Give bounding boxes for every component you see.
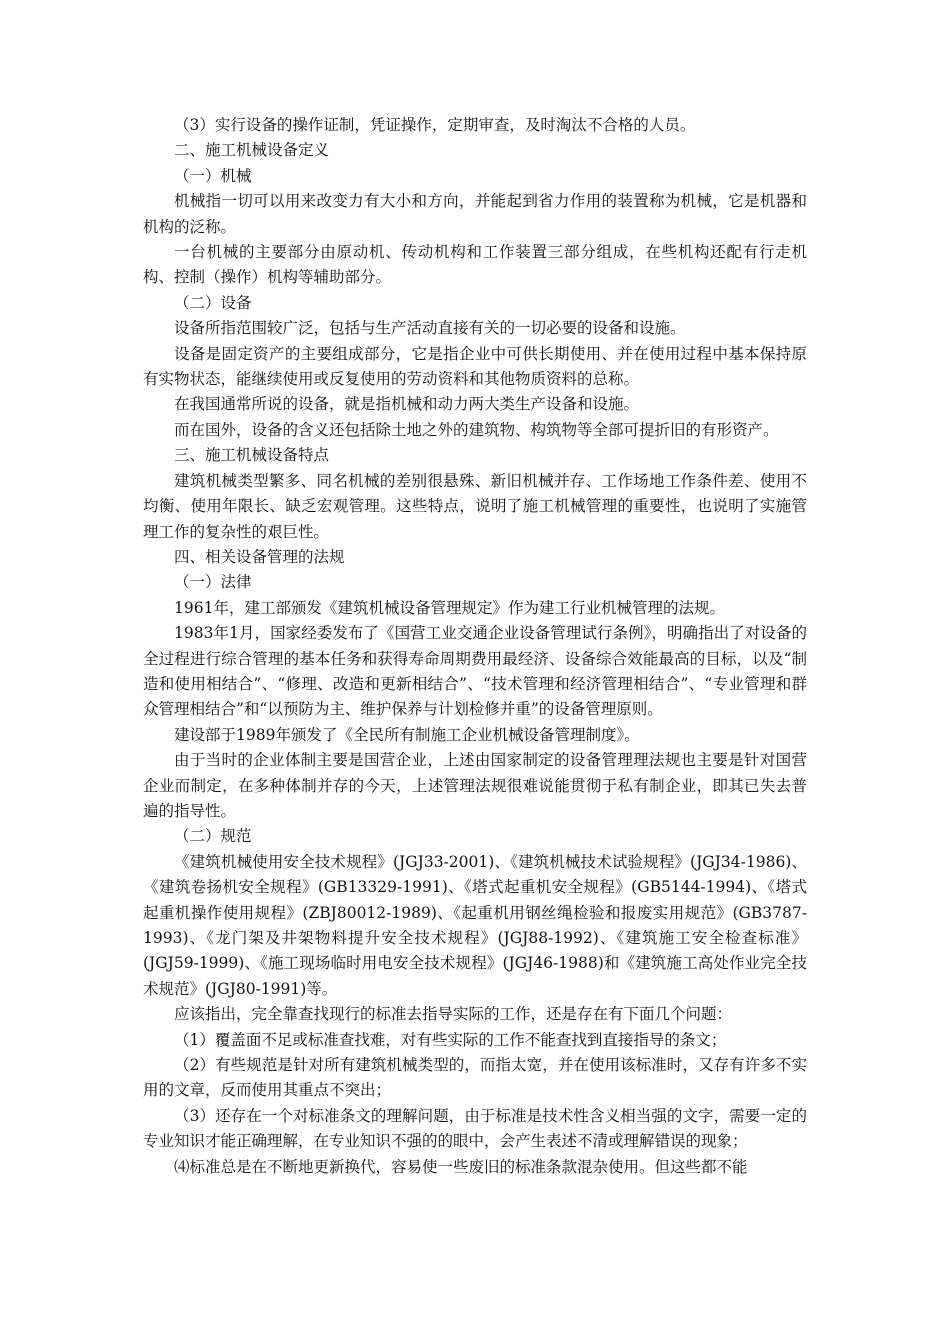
- paragraph-equipment-scope: 设备所指范围较广泛，包括与生产活动直接有关的一切必要的设备和设施。: [174, 319, 686, 338]
- paragraph-law-1989: 建设部于1989年颁发了《全民所有制施工企业机械设备管理制度》。: [174, 725, 640, 744]
- paragraph-equipment-fixed-assets: 设备是固定资产的主要组成部分，它是指企业中可供长期使用、并在使用过程中基本保持原有实物状态，能继续使用或反复使用的劳动资料和其他物质资料的总称。: [143, 344, 807, 389]
- subheading-standards: （二）规范: [174, 827, 252, 846]
- paragraph-machinery-definition: 机械指一切可以用来改变力有大小和方向，并能起到省力作用的装置称为机械，它是机器和机构的泛称。: [143, 192, 807, 236]
- document-body: [143, 113, 807, 1180]
- list-item-problem-1: （1）覆盖面不足或标准查找难，对有些实际的工作不能查找到直接指导的条文；: [174, 1030, 727, 1049]
- paragraph-problems-intro: 应该指出，完全靠查找现行的标准去指导实际的工作，还是存在有下面几个问题：: [174, 1005, 733, 1024]
- paragraph-law-context: 由于当时的企业体制主要是国营企业，上述由国家制定的设备管理理法规也主要是针对国营企业而制定，在多种体制并存的今天，上述管理法规很难说能贯彻于私有制企业，即其已失去普遍的指导性。: [143, 751, 807, 820]
- heading-equipment-definition: 二、施工机械设备定义: [174, 141, 330, 160]
- paragraph-equipment-domestic: 在我国通常所说的设备，就是指机械和动力两大类生产设备和设施。: [174, 395, 640, 414]
- paragraph-equipment-foreign: 而在国外，设备的含义还包括除土地之外的建筑物、构筑物等全部可提折旧的有形资产。: [174, 420, 779, 439]
- heading-equipment-features: 三、施工机械设备特点: [174, 446, 330, 465]
- list-item-problem-2: （2）有些规范是针对所有建筑机械类型的，而指太宽，并在使用该标准时，又存有许多不实用的文章，反而使用其重点不突出；: [143, 1056, 807, 1100]
- paragraph-standards-list: 《建筑机械使用安全技术规程》(JGJ33-2001)、《建筑机械技术试验规程》(JGJ34-1986)、《建筑卷扬机安全规程》(GB13329-1991)、《塔式起重机安全规程》(GB5144-1994)、《塔式起重机操作使用规程》(ZBJ80012-1989)、《起重机用钢丝绳检验和报废实用规范》(GB3787-1993)、《龙门架及井架物料提升安全技术规程》(JGJ88-1992)、《建筑施工安全检查标准》(JGJ59-1999)、《施工现场临时用电安全技术规程》(JGJ46-1988)和《建筑施工高处作业完全技术规范》(JGJ80-1991)等。: [143, 852, 807, 998]
- subheading-equipment: （二）设备: [174, 293, 252, 312]
- subheading-machinery: （一）机械: [174, 166, 252, 185]
- heading-regulations: 四、相关设备管理的法规: [174, 547, 345, 566]
- paragraph-features-detail: 建筑机械类型繁多、同名机械的差别很悬殊、新旧机械并存、工作场地工作条件差、使用不均衡、使用年限长、缺乏宏观管理。这些特点，说明了施工机械管理的重要性，也说明了实施管理工作的复杂性的艰巨性。: [143, 471, 807, 541]
- paragraph-law-1983: 1983年1月，国家经委发布了《国营工业交通企业设备管理试行条例》，明确指出了对设备的全过程进行综合管理的基本任务和获得寿命周期费用最经济、设备综合效能最高的目标，以及“制造和使用相结合”、“修理、改造和更新相结合”、“技术管理和经济管理相结合”、“专业管理和群众管理相结合”和“以预防为主、维护保养与计划检修并重”的设备管理原则。: [143, 624, 807, 719]
- list-item-problem-3: （3）还存在一个对标准条文的理解问题，由于标准是技术性含义相当强的文字，需要一定的专业知识才能正确理解，在专业知识不强的的眼中，会产生表述不清或理解错误的现象；: [143, 1106, 807, 1151]
- paragraph-law-1961: 1961年，建工部颁发《建筑机械设备管理规定》作为建工行业机械管理的法规。: [174, 598, 725, 617]
- subheading-laws: （一）法律: [174, 573, 252, 592]
- paragraph-operator-certification: （3）实行设备的操作证制，凭证操作，定期审查，及时淘汰不合格的人员。: [174, 116, 696, 134]
- list-item-problem-4: ⑷标准总是在不断地更新换代，容易使一些废旧的标准条款混杂使用。但这些都不能: [174, 1157, 748, 1176]
- paragraph-machinery-components: 一台机械的主要部分由原动机、传动机构和工作装置三部分组成，在些机构还配有行走机构、控制（操作）机构等辅助部分。: [143, 243, 807, 287]
